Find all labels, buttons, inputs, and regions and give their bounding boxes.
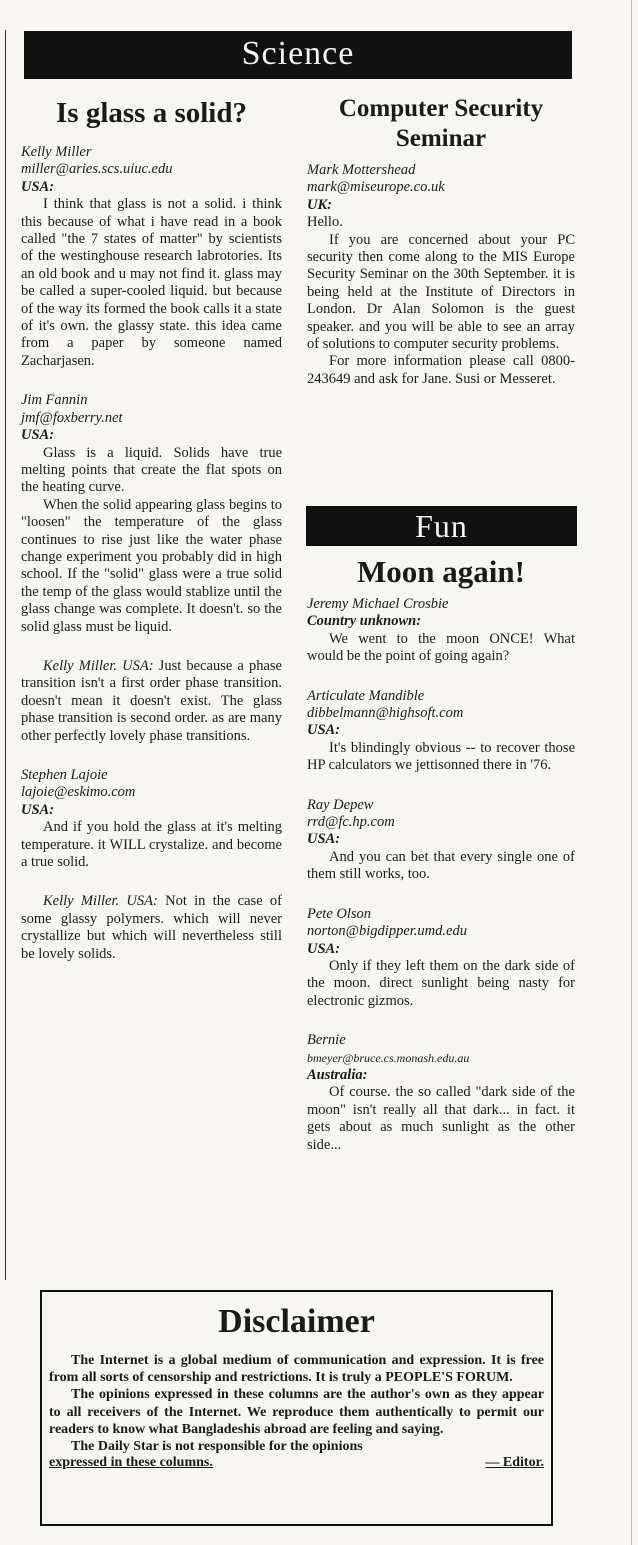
letter-author: Pete Olson [307,905,372,922]
letter-email: lajoie@eskimo.com [21,784,136,801]
letter-bernie [307,1032,575,1154]
letter-country: USA: [307,831,341,848]
letter-email: miller@aries.scs.uiuc.edu [21,161,173,178]
reply-text: Not in the case of some glassy polymers. which will never crystallize but which will nevertheless still be lovely solids. [21,893,282,962]
letter-jim-fannin [21,392,282,636]
letter-author: Jim Fannin [21,392,88,409]
editor-signature: — Editor. [485,1455,544,1471]
letter-country: Australia: [307,1066,368,1083]
letter-stephen-lajoie [21,767,282,871]
letter-email: mark@miseurope.co.uk [307,179,445,196]
disclaimer-box [40,1290,553,1526]
letter-articulate-mandible [307,688,575,775]
letter-paragraph: Only if they left them on the dark side of the moon. direct sunlight being nasty for electronic gizmos. [307,957,575,1009]
letter-jeremy-crosbie [307,596,575,666]
letter-email: rrd@fc.hp.com [307,814,395,831]
letter-paragraph: Glass is a liquid. Solids have true melting points that create the flat spots on the heating curve. [21,444,282,496]
letter-country: USA: [307,940,341,957]
letter-author: Kelly Miller [21,144,92,160]
reply-kelly-miller-1 [21,658,282,745]
letter-email: norton@bigdipper.umd.edu [307,923,467,940]
letter-country: USA: [21,801,55,818]
letter-paragraph: And if you hold the glass at it's melting temperature. it WILL crystalize. and become a true solid. [21,819,282,871]
moon-article-column [307,552,575,1176]
security-headline: Computer Security Seminar [338,95,544,152]
letter-pete-olson [307,906,575,1010]
reply-attribution: Kelly Miller. USA: [43,657,154,674]
letter-country: USA: [21,178,55,195]
letter-email: bmeyer@bruce.cs.monash.edu.au [307,1050,470,1065]
disclaimer-paragraph: The opinions expressed in these columns are the author's own as they appear to all receivers of the Internet. We reproduce them authentically to permit our readers to know what Bangladeshis abroad are feeling and saying. [49,1387,544,1437]
disclaimer-closing-line [49,1455,544,1471]
letter-author: Ray Depew [307,796,374,813]
letter-paragraph: If you are concerned about your PC security then come along to the MIS Europe Security Seminar on the 30th September. it is being held at the Institute of Directors in London. Dr Alan Solomon is the guest speaker. and you will be able to see an array of solutions to computer security problems. [307,231,575,353]
letter-greeting: Hello. [307,214,343,231]
column-rule-left [5,30,6,1280]
letter-author: Stephen Lajoie [21,767,108,783]
letter-email: dibbelmann@highsoft.com [307,705,464,722]
reply-attribution: Kelly Miller. USA: [43,893,158,910]
letter-email: jmf@foxberry.net [21,409,123,426]
disclaimer-paragraph: The Daily Star is not responsible for the opinions [71,1439,363,1455]
letter-paragraph: For more information please call 0800-243649 and ask for Jane. Susi or Messeret. [307,353,575,387]
letter-paragraph: It's blindingly obvious -- to recover those HP calculators we jettisonned there in '76. [307,739,575,774]
letter-paragraph: We went to the moon ONCE! What would be the point of going again? [307,630,575,665]
glass-headline: Is glass a solid? [56,97,247,129]
glass-article-column [21,84,282,985]
reply-text: Just because a phase transition isn't a first order phase transition. doesn't mean it doesn't exist. The glass phase transition is second order. as are many other perfectly lovely phase transitions. [21,657,282,744]
moon-headline: Moon again! [357,554,525,589]
disclaimer-last-line: expressed in these columns. [49,1455,213,1471]
letter-author: Mark Mottershead [307,162,416,178]
disclaimer-title: Disclaimer [218,1303,375,1340]
letter-paragraph: Of course. the so called "dark side of the moon" isn't really all that dark... in fact. it gets about as much sunlight as the other side... [307,1084,575,1153]
letter-author: Articulate Mandible [307,687,425,704]
fun-section-banner: Fun [306,506,577,546]
letter-author: Jeremy Michael Crosbie [307,596,449,612]
letter-kelly-miller [21,144,282,370]
letter-paragraph: When the solid appearing glass begins to "loosen" the temperature of the glass continues to rise just like the water phase change experiment you probably did in high school. If the "solid" glass were a true solid the temp of the glass would stablize until the glass change was complete. It doesn't. so the solid glass must be liquid. [21,496,282,635]
letter-country: UK: [307,196,332,213]
letter-country: USA: [21,427,55,444]
letter-author: Bernie [307,1032,346,1049]
security-article-column [307,84,575,388]
reply-kelly-miller-2 [21,893,282,963]
disclaimer-paragraph: The Internet is a global medium of communication and expression. It is free from all sorts of censorship and restrictions. It is truly a PEOPLE'S FORUM. [49,1353,544,1386]
page-edge-rule [631,0,632,1545]
science-section-banner: Science [24,31,572,79]
letter-paragraph: I think that glass is not a solid. i think this because of what i have read in a book called "the 7 states of matter" by scientists of the westinghouse research labrotories. Its an old book and u may not find it. glass may be called a super-cooled liquid. but because of the way its formed the book calls it a state of it's own. the glassy state. this idea came from a paper by someone named Zacharjasen. [21,196,282,369]
letter-country: USA: [307,722,341,739]
letter-paragraph: And you can bet that every single one of them still works, too. [307,848,575,883]
letter-ray-depew [307,797,575,884]
letter-country: Country unknown: [307,613,422,630]
